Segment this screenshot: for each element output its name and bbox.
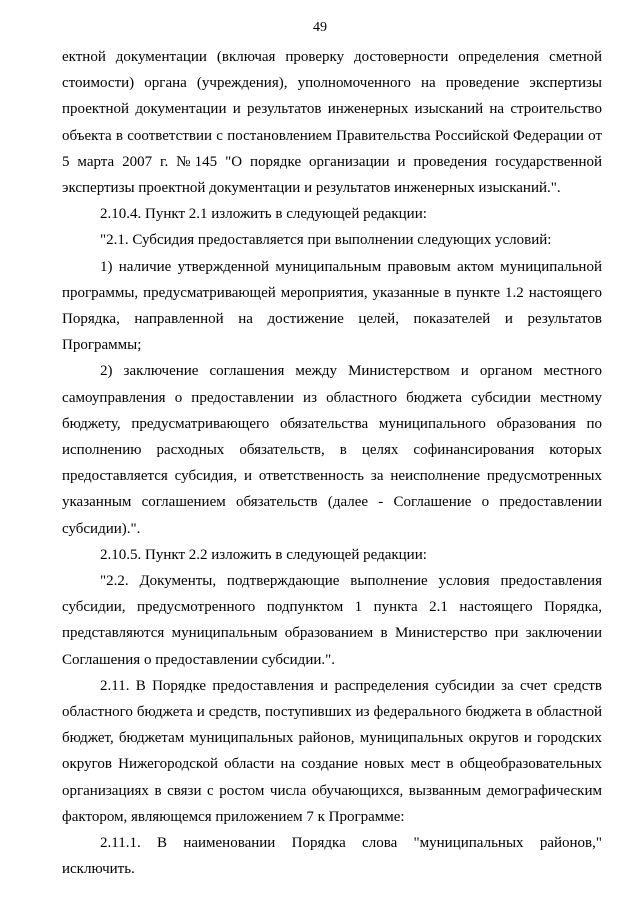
paragraph-clause-2-2: "2.2. Документы, подтверждающие выполнение условия предоставления субсидии, предусмотренного подпунктом 1 пункта 2.1 настоящего Порядка, представляются муниципальным образованием в Министерство при заключении Соглашения о предоставлении субсидии.". — [62, 573, 602, 668]
paragraph-continuation: ектной документации (включая проверку достоверности определения сметной стоимости) органа (учреждения), уполномоченного на проведение экспертизы проектной документации и результатов инженерных изысканий на строительство объекта в соответствии с постановлением Правительства Российской Федерации от 5 марта 2007 г. №145 "О порядке организации и проведения государственной экспертизы проектной документации и результатов инженерных изысканий.". — [62, 49, 602, 197]
paragraph-clause-2-1: "2.1. Субсидия предоставляется при выполнении следующих условий: — [100, 232, 552, 249]
paragraph-item-2-10-5: 2.10.5. Пункт 2.2 изложить в следующей редакции: — [100, 546, 427, 563]
paragraph-item-2-10-4: 2.10.4. Пункт 2.1 изложить в следующей редакции: — [100, 206, 427, 223]
document-body — [62, 44, 602, 883]
paragraph-item-2-11: 2.11. В Порядке предоставления и распределения субсидии за счет средств областного бюджета и средств, поступивших из федерального бюджета в областной бюджет, бюджетам муниципальных районов, муниципальных округов и городских округов Нижегородской области на создание новых мест в общеобразовательных организациях в связи с ростом числа обучающихся, вызванным демографическим фактором, являющемся приложением 7 к Программе: — [62, 677, 602, 825]
paragraph-condition-1: 1) наличие утвержденной муниципальным правовым актом муниципальной программы, предусматривающей мероприятия, указанные в пункте 1.2 настоящего Порядка, направленной на достижение целей, показателей и результатов Программы; — [62, 258, 602, 354]
paragraph-condition-2: 2) заключение соглашения между Министерством и органом местного самоуправления о предоставлении из областного бюджета субсидии местному бюджету, предусматривающего обязательства муниципального образования по исполнению расходных обязательств, в целях софинансирования которых предоставляется субсидия, и ответственность за неисполнение предусмотренных указанным соглашением обязательств (далее - Соглашение о предоставлении субсидии).". — [62, 363, 602, 537]
paragraph-item-2-11-1: 2.11.1. В наименовании Порядка слова "муниципальных районов," исключить. — [62, 835, 602, 878]
page-number: 49 — [313, 20, 327, 35]
